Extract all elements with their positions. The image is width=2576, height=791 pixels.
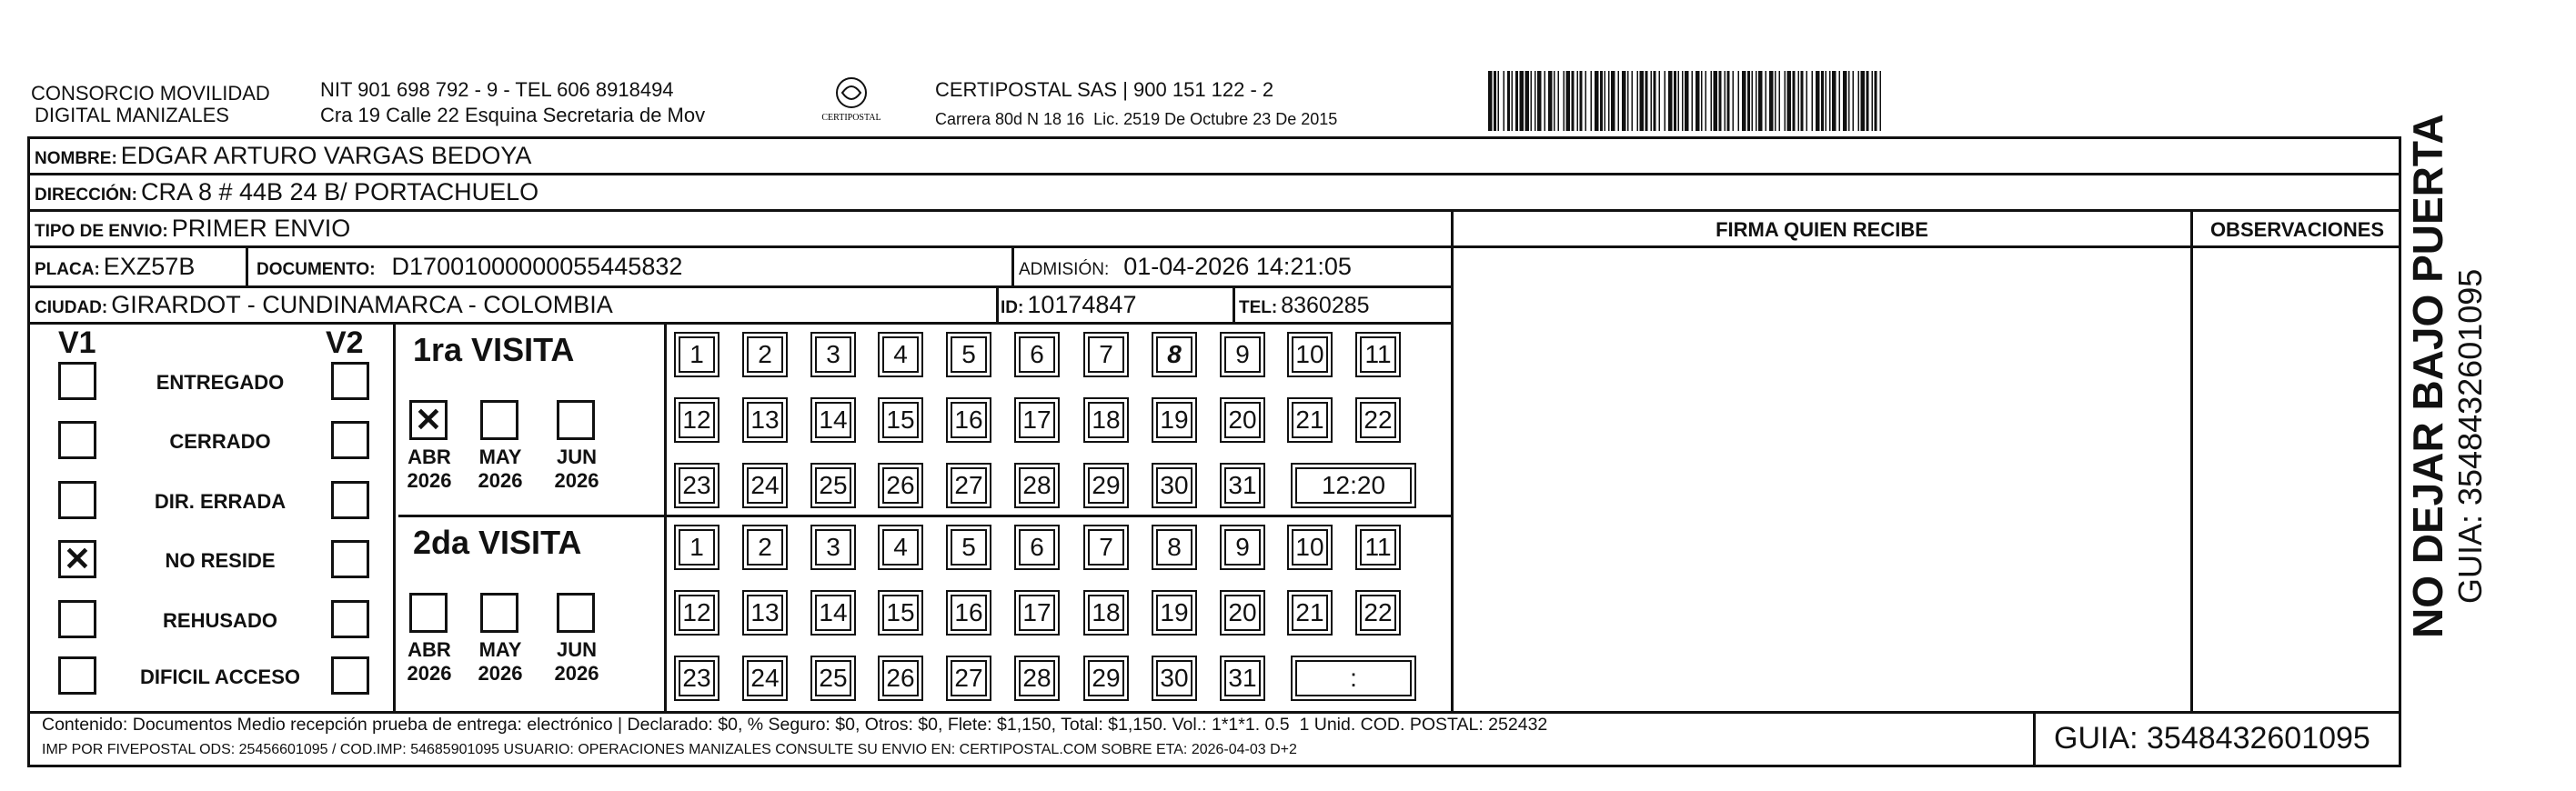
day-box[interactable]: 26 xyxy=(882,660,919,696)
barcode-bar xyxy=(1752,71,1754,131)
barcode-bar xyxy=(1659,71,1661,131)
barcode-bar xyxy=(1867,71,1869,131)
day-box[interactable]: 9 xyxy=(1224,529,1261,566)
day-box[interactable]: 30 xyxy=(1156,467,1192,504)
admision-label: ADMISIÓN: xyxy=(1019,260,1110,279)
documento-value: D17001000000055445832 xyxy=(391,253,683,280)
day-box[interactable]: 2 xyxy=(747,529,783,566)
v2-checkbox[interactable] xyxy=(331,600,369,638)
month-checkbox[interactable] xyxy=(557,400,595,440)
day-box[interactable]: 15 xyxy=(882,595,919,631)
barcode-bar xyxy=(1611,71,1615,131)
day-box[interactable]: 7 xyxy=(1088,336,1124,373)
barcode-bar xyxy=(1525,71,1530,131)
tipo-envio-value: PRIMER ENVIO xyxy=(171,215,351,242)
status-label: NO RESIDE xyxy=(165,549,276,572)
barcode-bar xyxy=(1701,71,1703,131)
barcode-bar xyxy=(1747,71,1750,131)
v2-checkbox[interactable] xyxy=(331,656,369,695)
barcode-bar xyxy=(1725,71,1726,131)
barcode-bar xyxy=(1756,71,1757,131)
day-box[interactable]: 1 xyxy=(679,529,715,566)
v1-checkbox[interactable]: ✕ xyxy=(58,540,96,578)
day-box[interactable]: 17 xyxy=(1019,402,1055,438)
barcode-bar xyxy=(1875,71,1877,131)
barcode-bar xyxy=(1839,71,1841,131)
barcode-bar xyxy=(1566,71,1571,131)
day-box[interactable]: 20 xyxy=(1224,402,1261,438)
v1-header: V1 xyxy=(58,325,96,360)
footer-print-line: IMP POR FIVEPOSTAL ODS: 25456601095 / COD.IMP: 54685901095 USUARIO: OPERACIONES MANIZALES CONSULTE SU ENVIO EN: CERTIPOSTAL.COM SOBRE ETA: 2026-04-03 D+2 xyxy=(42,742,1297,757)
barcode-bar xyxy=(1861,71,1866,131)
carrier-line: CERTIPOSTAL SAS | 900 151 122 - 2 xyxy=(935,78,1274,101)
direccion-label: DIRECCIÓN: xyxy=(35,185,137,205)
id-field xyxy=(1001,291,1136,319)
barcode-bar xyxy=(1806,71,1808,131)
day-box[interactable]: 25 xyxy=(815,660,851,696)
barcode-bar xyxy=(1674,71,1676,131)
barcode-bar xyxy=(1512,71,1514,131)
barcode-bar xyxy=(1580,71,1583,131)
time-box[interactable]: 12:20 xyxy=(1295,467,1412,504)
side-guia-text: GUIA: 3548432601095 xyxy=(2451,268,2489,604)
month-name: JUN xyxy=(556,638,597,661)
barcode-bar xyxy=(1706,71,1707,131)
signature-area[interactable] xyxy=(1454,248,2190,711)
barcode-bar xyxy=(1843,71,1847,131)
barcode-bar xyxy=(1872,71,1874,131)
barcode-bar xyxy=(1766,71,1767,131)
day-box[interactable]: 17 xyxy=(1019,595,1055,631)
nit-line: NIT 901 698 792 - 9 - TEL 606 8918494 xyxy=(320,78,674,101)
barcode-bar xyxy=(1622,71,1626,131)
ciudad-label: CIUDAD: xyxy=(35,298,108,317)
barcode-bar xyxy=(1504,71,1505,131)
barcode-bar xyxy=(1880,71,1882,131)
tipo-envio-label: TIPO DE ENVIO: xyxy=(35,222,168,241)
day-box[interactable]: 13 xyxy=(747,595,783,631)
day-box[interactable]: 8 xyxy=(1156,529,1192,566)
day-box[interactable]: 15 xyxy=(882,402,919,438)
day-box[interactable]: 4 xyxy=(882,336,919,373)
ciudad-field xyxy=(35,291,613,319)
barcode-bar xyxy=(1498,71,1500,131)
day-box[interactable]: 12 xyxy=(679,595,715,631)
ciudad-value: GIRARDOT - CUNDINAMARCA - COLOMBIA xyxy=(111,291,613,318)
barcode-bar xyxy=(1678,71,1680,131)
barcode-bar xyxy=(1826,71,1827,131)
barcode-bar xyxy=(1816,71,1820,131)
barcode-bar xyxy=(1787,71,1792,131)
day-box[interactable]: 4 xyxy=(882,529,919,566)
day-box[interactable]: 10 xyxy=(1292,336,1328,373)
observaciones-header: OBSERVACIONES xyxy=(2209,218,2385,241)
day-box[interactable]: 25 xyxy=(815,467,851,504)
logo-text: CERTIPOSTAL xyxy=(821,113,881,123)
barcode-bar xyxy=(1668,71,1673,131)
barcode-bar xyxy=(1558,71,1560,131)
day-box[interactable]: 13 xyxy=(747,402,783,438)
v1-checkbox[interactable] xyxy=(58,656,96,695)
barcode-bar xyxy=(1645,71,1648,131)
day-box[interactable]: 31 xyxy=(1224,467,1261,504)
barcode-bar xyxy=(1798,71,1800,131)
barcode-bar xyxy=(1618,71,1620,131)
placa-label: PLACA: xyxy=(35,260,100,279)
firma-header: FIRMA QUIEN RECIBE xyxy=(1716,218,1928,241)
month-name: JUN xyxy=(556,446,597,468)
id-value: 10174847 xyxy=(1027,291,1137,318)
day-box[interactable]: 20 xyxy=(1224,595,1261,631)
barcode-bar xyxy=(1848,71,1850,131)
day-box[interactable]: 26 xyxy=(882,467,919,504)
barcode-bar xyxy=(1564,71,1565,131)
barcode-bar xyxy=(1591,71,1593,131)
v2-header: V2 xyxy=(326,325,364,360)
status-label: DIR. ERRADA xyxy=(154,490,287,513)
time-box[interactable]: : xyxy=(1295,660,1412,696)
barcode-bar xyxy=(1535,71,1536,131)
barcode-bar xyxy=(1793,71,1796,131)
month-checkbox[interactable] xyxy=(409,593,448,633)
day-box[interactable]: 19 xyxy=(1156,402,1192,438)
barcode-bar xyxy=(1548,71,1553,131)
day-box[interactable]: 11 xyxy=(1360,529,1396,566)
day-box[interactable]: 16 xyxy=(951,595,987,631)
admision-field xyxy=(1019,253,1352,281)
barcode-bar xyxy=(1829,71,1831,131)
day-box[interactable]: 2 xyxy=(747,336,783,373)
day-box[interactable]: 7 xyxy=(1088,529,1124,566)
month-year: 2026 xyxy=(554,469,599,492)
day-box[interactable]: 21 xyxy=(1292,402,1328,438)
day-box[interactable]: 29 xyxy=(1088,660,1124,696)
barcode-bar xyxy=(1585,71,1587,131)
day-box[interactable]: 22 xyxy=(1360,595,1396,631)
direccion-field xyxy=(35,178,538,206)
v2-checkbox[interactable] xyxy=(331,540,369,578)
footer-content-line: Contenido: Documentos Medio recepción prueba de entrega: electrónico | Declarado: $0, % Seguro: $0, Otros: $0, Flete: $1,150, Total: $1,150. Vol.: 1*1*1. 0.5 1 Unid. COD. POSTAL: 252432 xyxy=(42,715,1548,735)
month-checkbox[interactable]: ✕ xyxy=(409,400,448,440)
barcode-bar xyxy=(1719,71,1722,131)
month-checkbox[interactable] xyxy=(480,593,518,633)
placa-field xyxy=(35,253,195,281)
day-box[interactable]: 1 xyxy=(679,336,715,373)
day-box[interactable]: 29 xyxy=(1088,467,1124,504)
day-box[interactable]: 10 xyxy=(1292,529,1328,566)
day-box[interactable]: 27 xyxy=(951,660,987,696)
barcode-bar xyxy=(1779,71,1781,131)
day-box[interactable]: 28 xyxy=(1019,660,1055,696)
barcode-bar xyxy=(1665,71,1666,131)
barcode-bar xyxy=(1627,71,1629,131)
barcode-bar xyxy=(1682,71,1684,131)
barcode-bar xyxy=(1853,71,1855,131)
barcode-bar xyxy=(1577,71,1579,131)
barcode-bar xyxy=(1507,71,1510,131)
day-box[interactable]: 23 xyxy=(679,467,715,504)
day-box[interactable]: 30 xyxy=(1156,660,1192,696)
day-box[interactable]: 27 xyxy=(951,467,987,504)
month-name: MAY xyxy=(478,638,522,661)
placa-value: EXZ57B xyxy=(103,253,196,280)
barcode-bar xyxy=(1696,71,1700,131)
barcode-bar xyxy=(1758,71,1763,131)
barcode-bar xyxy=(1608,71,1610,131)
day-box[interactable]: 18 xyxy=(1088,595,1124,631)
day-box[interactable]: 14 xyxy=(815,402,851,438)
sender-address: Cra 19 Calle 22 Esquina Secretaria de Mov xyxy=(320,104,706,126)
barcode-bar xyxy=(1654,71,1656,131)
documento-label: DOCUMENTO: xyxy=(257,260,376,279)
day-box[interactable]: 3 xyxy=(815,336,851,373)
barcode-bar xyxy=(1531,71,1533,131)
barcode-bar xyxy=(1605,71,1606,131)
barcode-bar xyxy=(1714,71,1718,131)
barcode-bar xyxy=(1637,71,1639,131)
day-box[interactable]: 3 xyxy=(815,529,851,566)
v2-checkbox[interactable] xyxy=(331,362,369,400)
barcode-bar xyxy=(1554,71,1555,131)
nombre-field xyxy=(35,142,531,170)
day-box[interactable]: 5 xyxy=(951,529,987,566)
footer-guia: GUIA: 3548432601095 xyxy=(2054,721,2370,756)
month-name: ABR xyxy=(408,446,451,468)
barcode-bar xyxy=(1832,71,1836,131)
admision-value: 01-04-2026 14:21:05 xyxy=(1123,253,1352,280)
certipostal-logo xyxy=(815,75,888,131)
barcode-bar xyxy=(1488,71,1493,131)
company-name-line2: DIGITAL MANIZALES xyxy=(35,104,229,126)
day-box[interactable]: 11 xyxy=(1360,336,1396,373)
barcode xyxy=(1488,71,2216,131)
month-checkbox[interactable] xyxy=(480,400,518,440)
day-box[interactable]: 6 xyxy=(1019,336,1055,373)
status-label: REHUSADO xyxy=(163,609,277,632)
id-label: ID: xyxy=(1001,298,1024,317)
day-box[interactable]: 24 xyxy=(747,467,783,504)
day-box[interactable]: 16 xyxy=(951,402,987,438)
tel-value: 8360285 xyxy=(1281,293,1370,318)
month-year: 2026 xyxy=(554,662,599,685)
barcode-bar xyxy=(1572,71,1575,131)
barcode-bar xyxy=(1640,71,1645,131)
day-box[interactable]: 9 xyxy=(1224,336,1261,373)
month-year: 2026 xyxy=(407,469,452,492)
visit-title: 1ra VISITA xyxy=(413,331,575,368)
day-box[interactable]: 22 xyxy=(1360,402,1396,438)
barcode-bar xyxy=(1520,71,1524,131)
v2-checkbox[interactable] xyxy=(331,421,369,459)
month-name: MAY xyxy=(478,446,522,468)
barcode-bar xyxy=(1812,71,1814,131)
status-label: CERRADO xyxy=(169,430,271,453)
barcode-bar xyxy=(1733,71,1735,131)
day-box[interactable]: 31 xyxy=(1224,660,1261,696)
barcode-bar xyxy=(1600,71,1603,131)
barcode-bar xyxy=(1775,71,1776,131)
day-box[interactable]: 5 xyxy=(951,336,987,373)
day-box[interactable]: 8 xyxy=(1156,336,1192,373)
month-year: 2026 xyxy=(407,662,452,685)
barcode-bar xyxy=(1545,71,1546,131)
barcode-bar xyxy=(1711,71,1713,131)
tel-field xyxy=(1239,293,1370,319)
observations-area[interactable] xyxy=(2193,248,2401,711)
company-name-line1: CONSORCIO MOVILIDAD xyxy=(31,82,270,105)
nombre-value: EDGAR ARTURO VARGAS BEDOYA xyxy=(120,142,532,169)
barcode-bar xyxy=(1801,71,1804,131)
nombre-label: NOMBRE: xyxy=(35,149,117,168)
barcode-bar xyxy=(1769,71,1774,131)
barcode-bar xyxy=(1727,71,1730,131)
carrier-address: Carrera 80d N 18 16 Lic. 2519 De Octubre 23 De 2015 xyxy=(935,110,1338,128)
day-box[interactable]: 23 xyxy=(679,660,715,696)
month-year: 2026 xyxy=(478,469,523,492)
day-box[interactable]: 6 xyxy=(1019,529,1055,566)
month-name: ABR xyxy=(408,638,451,661)
tel-label: TEL: xyxy=(1239,298,1278,317)
barcode-bar xyxy=(1685,71,1689,131)
day-box[interactable]: 12 xyxy=(679,402,715,438)
day-box[interactable]: 21 xyxy=(1292,595,1328,631)
documento-field xyxy=(257,253,682,281)
no-dejar-bajo-puerta-text: NO DEJAR BAJO PUERTA xyxy=(2404,114,2451,638)
v1-checkbox[interactable] xyxy=(58,421,96,459)
v1-checkbox[interactable] xyxy=(58,362,96,400)
visit-title: 2da VISITA xyxy=(413,524,582,561)
day-box[interactable]: 14 xyxy=(815,595,851,631)
barcode-bar xyxy=(1537,71,1542,131)
barcode-bar xyxy=(1595,71,1599,131)
barcode-bar xyxy=(1515,71,1518,131)
v1-checkbox[interactable] xyxy=(58,600,96,638)
status-label: ENTREGADO xyxy=(156,371,285,394)
barcode-bar xyxy=(1742,71,1746,131)
tipo-envio-field xyxy=(35,215,350,243)
v1-checkbox[interactable] xyxy=(58,481,96,519)
direccion-value: CRA 8 # 44B 24 B/ PORTACHUELO xyxy=(140,178,539,205)
month-checkbox[interactable] xyxy=(557,593,595,633)
barcode-bar xyxy=(1494,71,1496,131)
barcode-bar xyxy=(1692,71,1694,131)
v2-checkbox[interactable] xyxy=(331,481,369,519)
day-box[interactable]: 18 xyxy=(1088,402,1124,438)
day-box[interactable]: 28 xyxy=(1019,467,1055,504)
day-box[interactable]: 24 xyxy=(747,660,783,696)
barcode-bar xyxy=(1858,71,1860,131)
barcode-bar xyxy=(1651,71,1653,131)
month-year: 2026 xyxy=(478,662,523,685)
barcode-bar xyxy=(1738,71,1740,131)
barcode-bar xyxy=(1632,71,1634,131)
barcode-bar xyxy=(1785,71,1786,131)
day-box[interactable]: 19 xyxy=(1156,595,1192,631)
status-label: DIFICIL ACCESO xyxy=(139,666,300,688)
barcode-bar xyxy=(1821,71,1824,131)
